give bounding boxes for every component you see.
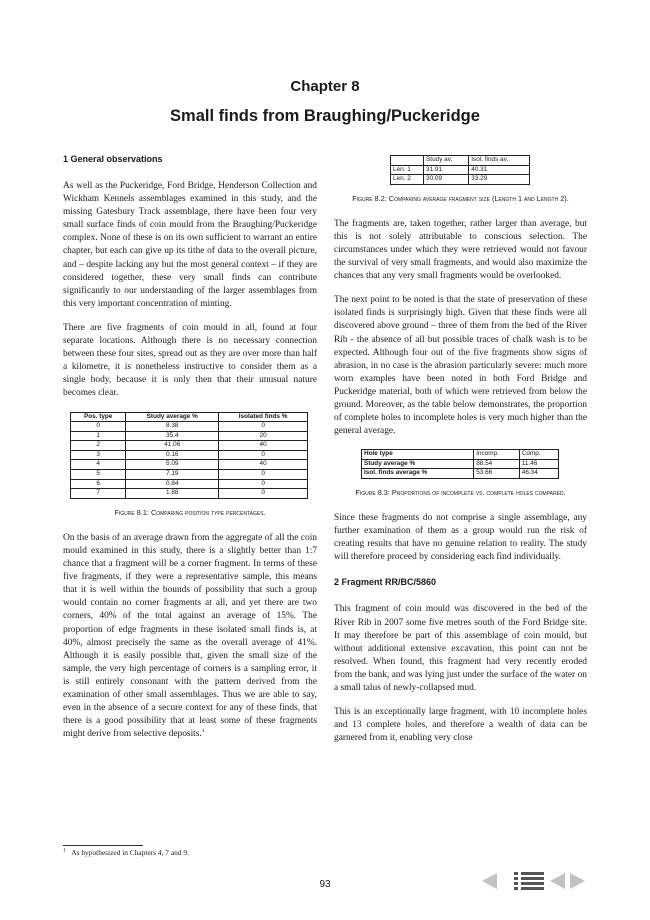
table-cell: Len. 1 — [391, 165, 424, 175]
table-header: Isol. finds av. — [469, 156, 530, 166]
paragraph: Since these fragments do not comprise a single assemblage, any further examination of them as a group would run the risk of creating results that have no genuine relation to reality. The study will therefore proceed by considering each find individually. — [334, 513, 587, 563]
chapter-title: Small finds from Braughing/Puckeridge — [170, 107, 480, 125]
page-navigation — [480, 872, 590, 890]
table-row — [362, 459, 559, 469]
table-header: Study average % — [126, 412, 219, 422]
footnote-text: As hypothesized in Chapters 4, 7 and 9. — [71, 848, 189, 857]
table-row — [71, 470, 308, 480]
table-row — [71, 422, 308, 432]
footnote-marker: 1 — [63, 847, 66, 854]
paragraph: There are five fragments of coin mould in all, found at four separate locations. Although there is no necessary connection between these four sites, spread out as they are over more than half a kilometre, it is nonetheless instructive to consider them as a single body, because it is only then that their unusual nature becomes clear. — [63, 322, 317, 399]
table-cell: 0 — [219, 489, 308, 499]
table-cell: 88.54 — [474, 459, 520, 469]
section-heading-general: 1 General observations — [63, 154, 163, 164]
left-column — [63, 152, 317, 752]
table-cell: 31.91 — [424, 165, 469, 175]
paragraph — [63, 532, 317, 742]
figure-caption: Figure 8.3: Proportions of incomplete vs. complete holes compared. — [355, 488, 566, 498]
table-cell: 2 — [71, 441, 126, 451]
table-cell: 40 — [219, 460, 308, 470]
footnote — [63, 848, 189, 857]
table-row — [391, 165, 530, 175]
table-row — [71, 431, 308, 441]
table-cell: 6 — [71, 479, 126, 489]
table-cell: 1 — [71, 431, 126, 441]
table-header: Incomp. — [474, 450, 520, 460]
table-header: Hole type — [362, 450, 474, 460]
paragraph: The fragments are, taken together, rather larger than average, but this is not solely attributable to conscious selection. The circumstances under which they were retrieved would not favour the survival of very small fragments, and would also maximize the chances that any very small fragments would be overlooked. — [334, 218, 587, 282]
table-cell: 8.38 — [126, 422, 219, 432]
table-cell: 35.4 — [126, 431, 219, 441]
page-number: 93 — [319, 879, 331, 890]
table-header: Study av. — [424, 156, 469, 166]
table-header — [391, 156, 424, 166]
table-row — [391, 175, 530, 185]
paragraph: This is an exceptionally large fragment, with 10 incomplete holes and 13 complete holes, and therefore a wealth of data can be garnered from it, enabling very close — [334, 707, 587, 744]
hole-type-table — [361, 449, 559, 479]
table-cell: 0.16 — [126, 450, 219, 460]
paragraph: As well as the Puckeridge, Ford Bridge, Henderson Collection and Wickham Kennels assemblages examined in this study, and the missing Gatesbury Track assemblage, there have been four very small surface finds of coin mould from the Braughing/Puckeridge complex. None of these is on its own sufficient to warrant an entire chapter, but each can give up its tithe of data to the overall picture, and – despite lacking any but the most general context – if they are considered together, these very small finds can contribute significantly to our understanding of the larger assemblages from this very important concentration of minting. — [63, 181, 317, 309]
paragraph: This fragment of coin mould was discovered in the bed of the River Rib in 2007 some five metres south of the Ford Bridge site. It may therefore be part of this assemblage of coin mould, but without additional extensive excavation, this point can not be resolved. When found, this fragment had very recently eroded from the bank, and was lying just under the surface of the water on a small talus of newly-collapsed mud. — [334, 604, 587, 693]
table-cell: Isol. finds average % — [362, 469, 474, 479]
table-cell: 0 — [219, 422, 308, 432]
table-row — [71, 479, 308, 489]
table-cell: 0 — [71, 422, 126, 432]
table-row — [71, 460, 308, 470]
table-cell: 46.34 — [519, 469, 558, 479]
arrow-left-icon[interactable] — [480, 872, 498, 890]
table-cell: 0 — [219, 470, 308, 480]
table-header: Comp. — [519, 450, 558, 460]
table-header: Pos. type — [71, 412, 126, 422]
table-cell: 0.84 — [126, 479, 219, 489]
position-type-table — [70, 412, 308, 499]
table-cell: 1.88 — [126, 489, 219, 499]
footnote-divider — [63, 845, 143, 846]
paragraph: The next point to be noted is that the state of preservation of these isolated finds is surprisingly high. Given that these finds were all discovered above ground – three of them from the bed of the River Rib - the absence of all but possible traces of chalk wash is to be expected. Although four out of the five fragments show signs of abrasion, in no case is the abrasion particularly severe: much more worn examples have been noted in both Ford Bridge and Puckeridge material, both of which were retrieved from below the ground. Moreover, as the table below demonstrates, the proportion of complete holes to incomplete holes is very much higher than the general average. — [334, 295, 587, 437]
fragment-size-table — [390, 155, 530, 185]
paragraph-text: On the basis of an average drawn from the aggregate of all the coin mould examined in this study, there is a slightly better than 1:7 chance that a fragment will be a corner fragment. In terms of these five fragments, if they were a representative sample, this means that it is well within the bounds of possibility that such a group would contain no corner fragments at all, and yet there are two corners, 40% of the total against an average of 15%. The proportion of edge fragments in these isolated small finds is, at 40%, almost precisely the same as the overall average of 41%. Although it is easily possible that, given the small size of the sample, the very high percentage of corners is a sampling error, it is still entirely consonant with the pattern derived from the examination of other small assemblages. Thus we are able to say, even in the absence of a secure context for any of these finds, that there is a good possibility that at least some of these fragments might derive from selective deposits. — [63, 532, 317, 740]
table-cell: 41.06 — [126, 441, 219, 451]
table-cell: 7 — [71, 489, 126, 499]
table-cell: Len. 2 — [391, 175, 424, 185]
table-row — [71, 489, 308, 499]
arrow-left-icon[interactable] — [548, 872, 566, 890]
table-cell: 4 — [71, 460, 126, 470]
figure-caption: Figure 8.2: Comparing average fragment size (Length 1 and Length 2). — [352, 193, 569, 203]
table-row — [71, 450, 308, 460]
table-cell: Study average % — [362, 459, 474, 469]
figure-caption: Figure 8.1: Comparing position type percentages. — [114, 507, 266, 517]
table-cell: 5 — [71, 470, 126, 480]
section-heading-fragment: 2 Fragment RR/BC/5860 — [334, 577, 437, 588]
table-row — [362, 469, 559, 479]
footnote-reference[interactable]: 1 — [201, 728, 205, 735]
table-cell: 40 — [219, 441, 308, 451]
arrow-right-icon[interactable] — [569, 872, 587, 890]
menu-icon[interactable] — [514, 872, 544, 890]
table-cell: 0 — [219, 479, 308, 489]
table-header: Isolated finds % — [219, 412, 308, 422]
table-cell: 3 — [71, 450, 126, 460]
table-cell: 11.46 — [519, 459, 558, 469]
table-cell: 40.31 — [469, 165, 530, 175]
table-row — [71, 441, 308, 451]
chapter-label: Chapter 8 — [290, 78, 360, 95]
table-cell: 7.19 — [126, 470, 219, 480]
right-column — [334, 152, 587, 756]
table-cell: 33.29 — [469, 175, 530, 185]
table-cell: 0 — [219, 450, 308, 460]
table-cell: 5.09 — [126, 460, 219, 470]
table-cell: 53.66 — [474, 469, 520, 479]
table-cell: 30.09 — [424, 175, 469, 185]
table-cell: 20 — [219, 431, 308, 441]
